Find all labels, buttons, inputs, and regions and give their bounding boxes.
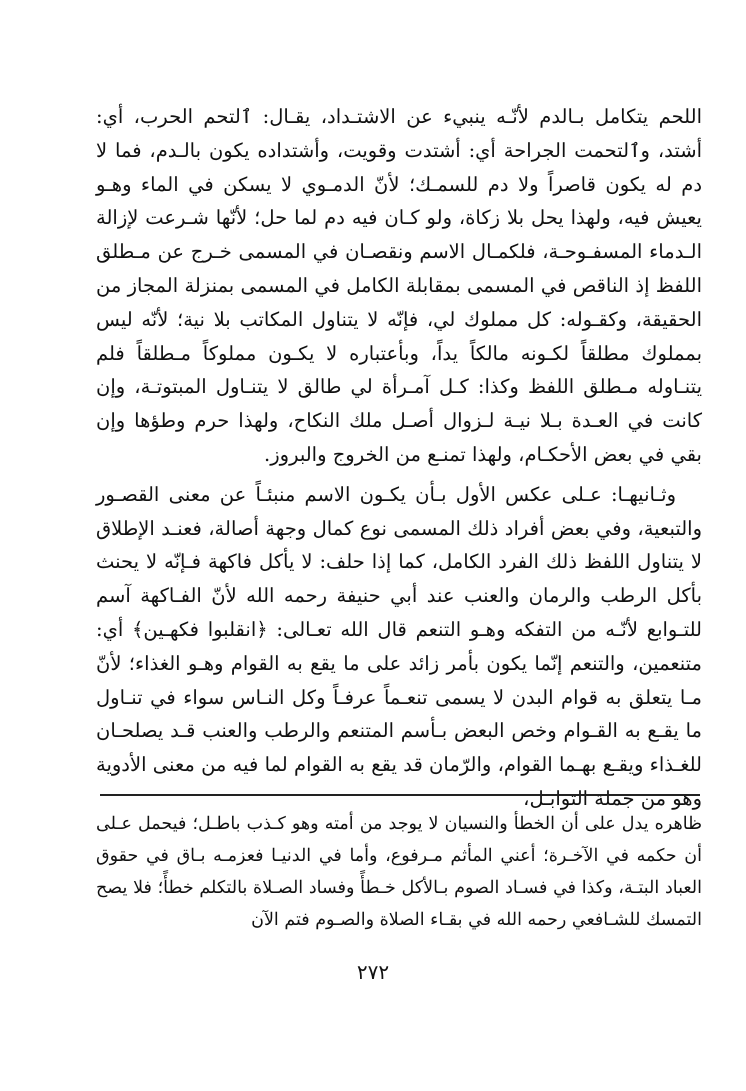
- main-paragraph-2: وثـانيهـا: عـلى عكس الأول بـأن يكـون الاسم منبئـاً عن معنى القصـور والتبعية، وفي بعض أفراد ذلك المسمى نوع كمال وجهة أصالة، فعنـد الإطلاق لا يتناول اللفظ ذلك الفرد الكامل، كما إذا حلف: لا يأكل فاكهة فـإنّه لا يحنث بأكل الرطب والرمان والعنب عند أبي حنيفة رحمه الله لأنّ الفـاكهة آسم للتـوابع لأنّـه من التفكه وهـو التنعم قال الله تعـالى: ﴿انقلبوا فكهـين﴾ أي: متنعمين، والتنعم إنّما يكون بأمر زائد على ما يقع به القوام وهـو الغذاء؛ لأنّ مـا يتعلق به قوام البدن لا يسمى تنعـماً عرفـاً وكل النـاس سواء في تنـاول ما يقـع به القـوام وخص البعض بـأسم المتنعم والرطب والعنب قـد يصلحـان للغـذاء ويقـع بهـما القوام، والرّمان قد يقع به القوام لما فيه من معنى الأدوية وهو من جملة التوابـل،: [96, 482, 702, 810]
- footnote-separator: [100, 794, 700, 796]
- footnote-text: ظاهره يدل على أن الخطأ والنسيان لا يوجد من أمته وهو كـذب باطـل؛ فيحمل عـلى أن حكمه في الآخـرة؛ أعني المأثم مـرفوع، وأما في الدنيـا فعزمـه بـاق في حقوق العباد البتـة، وكذا في فسـاد الصوم بـالأكل خـطأً وفساد الصـلاة بالتكلم خطأً؛ فلا يصح التمسك للشـافعي رحمه الله في بقـاء الصلاة والصـوم فتم الآن: [96, 814, 702, 930]
- footnote: [96, 808, 702, 936]
- page-number: ٢٧٢: [356, 960, 390, 984]
- main-text-body: [96, 100, 702, 816]
- main-paragraph-1: اللحم يتكامل بـالدم لأنّـه ينبيء عن الاشتـداد، يقـال: ٱلتحم الحرب، أي: أشتد، وٱلتحمت الجراحة أي: أشتدت وقويت، وأشتداده يكون بالـدم، فما لا دم له يكون قاصراً ولا دم للسمـك؛ لأنّ الدمـوي لا يسكن في الماء وهـو يعيش فيه، ولهذا يحل بلا زكاة، ولو كـان فيه دم لما حل؛ لأنّها شـرعت لإزالة الـدماء المسفـوحـة، فلكمـال الاسم ونقصـان في المسمى خـرج عن مـطلق اللفظ إذ الناقص في المسمى بمقابلة الكامل في المسمى بمنزلة المجاز من الحقيقة، وكقـوله: كل مملوك لي، فإنّه لا يتناول المكاتب بلا نية؛ لأنّه ليس بمملوك مطلقاً لكـونه مالكاً يداً، وبأعتباره لا يكـون مملوكاً مـطلقاً فلم يتنـاوله مـطلق اللفظ وكذا: كـل آمـرأة لي طالق لا يتنـاول المبتوتـة، وإن كانت في العـدة بـلا نيـة لـزوال أصـل ملك النكاح، ولهذا حرم وطؤها وإن بقي في بعض الأحكـام، ولهذا تمنـع من الخروج والبروز.: [96, 105, 702, 466]
